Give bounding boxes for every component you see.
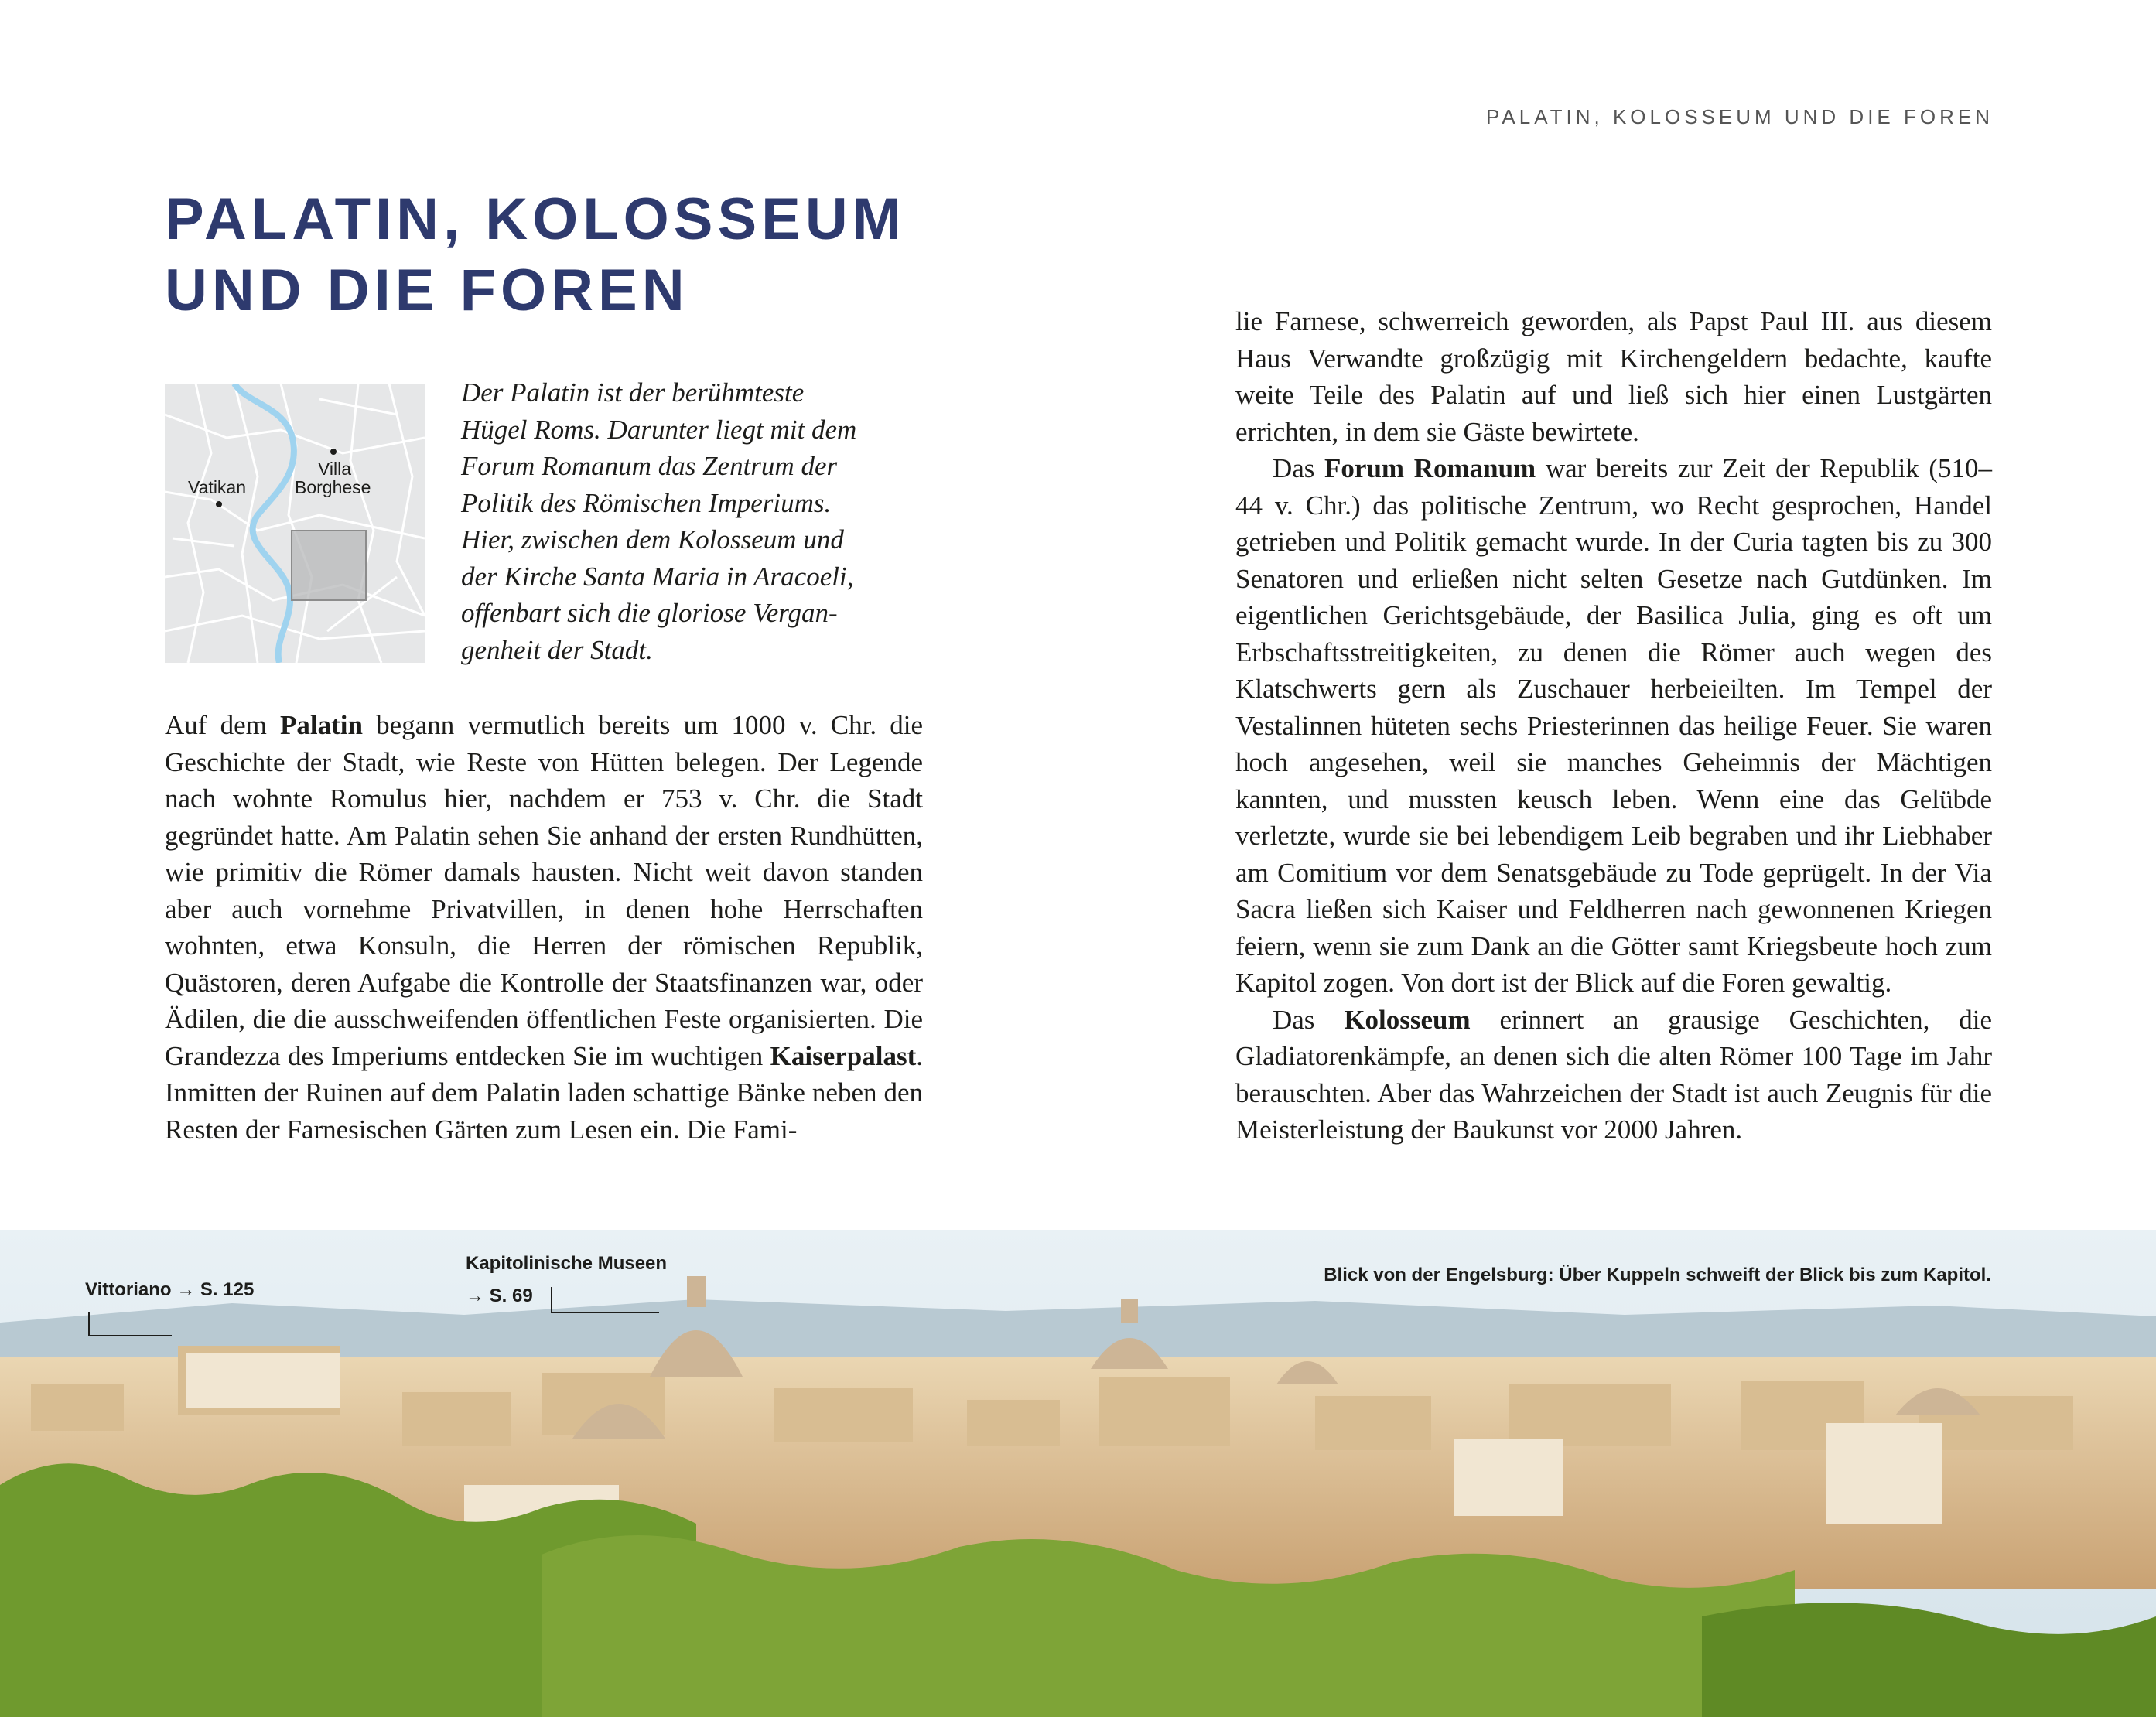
map-dot-vatikan (216, 501, 222, 507)
page-title (165, 184, 1016, 326)
intro-line: der Kirche Santa Maria in Aracoeli, (461, 561, 854, 592)
text-run: erinnert an grausige Geschichten, die Gladiatorenkämpfe, an denen sich die alten Römer 100 Tage im Jahr berauschten. Aber das Wahrzeichen der Stadt ist auch Zeugnis für die Meisterleistung der Baukunst vor 2000 Jahren. (1235, 1004, 1992, 1145)
keyword-forum-romanum: Forum Romanum (1324, 453, 1536, 483)
map-label-borghese: Borghese (295, 477, 371, 497)
paragraph-palatin (165, 707, 923, 1148)
photo-caption: Blick von der Engelsburg: Über Kuppeln schweift der Blick bis zum Kapitol. (1324, 1265, 1991, 1285)
map-dot-villa-borghese (330, 449, 337, 455)
paragraph-farnese: lie Farnese, schwerreich geworden, als Papst Paul III. aus diesem Haus Verwandte großzügig mit Kirchengeldern bedachte, kaufte weite Teile des Palatin auf und ließ sich hier einen Lustgärten errichten, in dem sie Gäste bewirtete. (1235, 306, 1992, 447)
label-kapitolinische-museen-page: → S. 69 (466, 1285, 533, 1306)
map-label-villa: Villa (318, 459, 352, 479)
intro-line: Forum Romanum das Zentrum der (461, 451, 838, 481)
leader-line-vittoriano (88, 1312, 172, 1336)
intro-line: Hier, zwischen dem Kolosseum und (461, 524, 844, 555)
map-land (165, 384, 425, 663)
panorama-illustration (0, 1230, 2156, 1717)
body-column-left (165, 707, 923, 1148)
map-highlight-area (292, 531, 366, 600)
running-head: PALATIN, KOLOSSEUM UND DIE FOREN (1485, 105, 1994, 128)
intro-line: genheit der Stadt. (461, 634, 653, 665)
label-kapitolinische-museen: Kapitolinische Museen (466, 1253, 668, 1274)
title-line-1: PALATIN, KOLOSSEUM (165, 186, 907, 252)
leader-line-museen (551, 1287, 659, 1313)
keyword-palatin: Palatin (280, 710, 363, 740)
panorama-photo (0, 1230, 2156, 1717)
body-column-right (1235, 303, 1992, 1149)
intro-line: Politik des Römischen Imperiums. (461, 487, 832, 518)
intro-line: offenbart sich die gloriose Vergan- (461, 598, 838, 628)
paragraph-kolosseum (1235, 1002, 1992, 1149)
text-run: Auf dem (165, 710, 281, 740)
paragraph-forum-romanum (1235, 450, 1992, 1002)
label-vittoriano: Vittoriano → S. 125 (85, 1279, 255, 1300)
title-line-2: UND DIE FOREN (165, 258, 689, 323)
locator-map (165, 384, 425, 663)
intro-text (461, 374, 925, 668)
keyword-kaiserpalast: Kaiserpalast (770, 1040, 917, 1071)
text-run: war bereits zur Zeit der Republik (510–44 v. Chr.) das politische Zentrum, wo Recht gesprochen, Handel getrieben und Politik gemacht wurde. In der Curia tagten bis zu 300 Senatoren und erließen nicht selten Gesetze nach Gutdünken. Im eigentlichen Gerichtsgebäude, der Basilica Julia, ging es oft um Erbschaftsstreitigkeiten, zu denen die Römer auch wegen des Klatschwerts gern als Zuschauer herbeieilten. Im Tempel der Vestalinnen hüteten sechs Priesterinnen das heilige Feuer. Sie waren hoch angesehen, weil sie manches Geheimnis der Mächtigen kannten, und mussten keusch leben. Wenn eine das Gelübde verletzte, wurde sie bei lebendigem Leib begraben und ihr Liebhaber am Comitium vor dem Senatsgebäude zu Tode geprügelt. In der Via Sacra ließen sich Kaiser und Feldherren nach gewonnenen Kriegen feiern, wenn sie zum Dank an die Götter samt Kriegsbeute hoch zum Kapitol zogen. Von dort ist der Blick auf die Foren gewaltig. (1235, 453, 1992, 998)
text-run: Das (1273, 453, 1325, 483)
intro-line: Hügel Roms. Darunter liegt mit dem (461, 414, 857, 445)
text-run: begann vermutlich bereits um 1000 v. Chr. die Geschichte der Stadt, wie Reste von Hütten belegen. Der Legende nach wohnte Romulus hier, nachdem er 753 v. Chr. die Stadt gegründet hatte. Am Palatin sehen Sie anhand der ersten Rundhütten, wie primitiv die Römer damals hausten. Nicht weit davon standen aber auch vornehme Privatvillen, in denen hohe Herrschaften wohnten, etwa Konsuln, die Herren der römischen Republik, Quästoren, deren Aufgabe die Kontrolle der Staatsfinanzen war, oder Ädilen, die die ausschweifenden öffentlichen Feste organisierten. Die Grandezza des Imperiums entdecken Sie im wuchtigen (165, 710, 923, 1071)
text-run: . Inmitten der Ruinen auf dem Palatin laden schattige Bänke neben den Resten der Farnesischen Gärten zum Lesen ein. Die Fami- (165, 1040, 923, 1145)
locator-map-graphic (165, 384, 425, 663)
map-label-vatikan: Vatikan (188, 477, 247, 497)
text-run: Das (1273, 1004, 1345, 1035)
keyword-kolosseum: Kolosseum (1344, 1004, 1471, 1035)
intro-line: Der Palatin ist der berühmteste (461, 377, 805, 408)
